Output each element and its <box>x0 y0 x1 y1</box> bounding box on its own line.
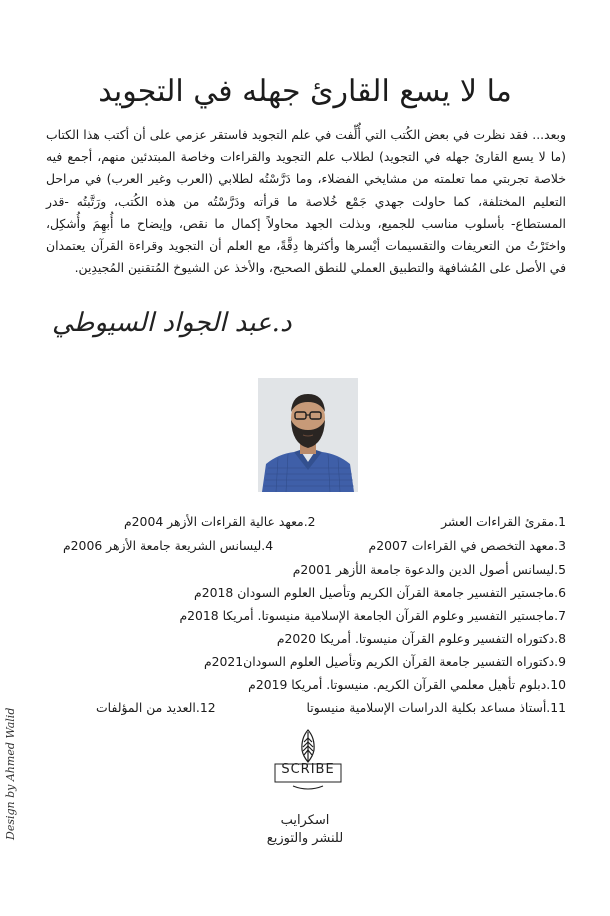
credential-item: 4.ليسانس الشريعة جامعة الأزهر 2006م <box>63 538 274 553</box>
scribe-logo-icon <box>273 728 343 792</box>
credential-item: 12.العديد من المؤلفات <box>96 700 216 715</box>
book-title: ما لا يسع القارئ جهله في التجويد <box>98 74 512 109</box>
credential-item: 8.دكتوراه التفسير وعلوم القرآن منيسوتا. أمريكا 2020م <box>276 631 566 646</box>
publisher-tagline: للنشر والتوزيع <box>266 831 344 846</box>
intro-paragraph: وبعد... فقد نظرت في بعض الكُتب التي أُلِّفت في علم التجويد فاستقر عزمي على أن أكتب هذا الكتاب (ما لا يسع القارئ جهله في التجويد) لطلاب علم التجويد والقراءات وخاصة المبتدئين منهم، أجمع فيه خلاصة تجربتي مما تعلمته من مشايخي الفضلاء، وما دَرَّسْتُه لطلابي (العرب وغير العرب) في مراحل التعليم المختلفة، كما حاولت جهدي جَمْع خُلاصة ما قرأته ودَرَّسْتُه من هذه الكُتب، ورَتَّبتُه -قدر المستطاع- بأسلوب مناسب للجميع، وبذلت الجهد محاولاً إكمال ما نقص، وإيضاح ما أُبهِمَ وأُشكِل، واختَرْتُ من التعريفات والتقسيمات أيْسرها وأكثرها دِقَّةً، مع العلم أن التجويد وقراءة القرآن يعتمدان في الأصل على المُشافهة والتطبيق العملي للنطق الصحيح، والأخذ عن الشيوخ المُتقنين المُجيدِين. <box>46 127 566 276</box>
credential-item: 11.أستاذ مساعد بكلية الدراسات الإسلامية منيسوتا <box>306 700 566 715</box>
designer-credit: Design by Ahmed Walid <box>4 707 17 840</box>
credential-item: 1.مقرئ القراءات العشر <box>441 514 566 529</box>
credential-item: 10.دبلوم تأهيل معلمي القرآن الكريم. منيسوتا. أمريكا 2019م <box>248 677 566 692</box>
credential-item: 9.دكتوراه التفسير جامعة القرآن الكريم وتأصيل العلوم السودان2021م <box>203 654 566 669</box>
credential-item: 6.ماجستير التفسير جامعة القرآن الكريم وتأصيل العلوم السودان 2018م <box>194 585 566 600</box>
publisher-name <box>0 812 610 848</box>
publisher-name-line: اسكرايب <box>280 813 330 828</box>
credential-item: 2.معهد عالية القراءات الأزهر 2004م <box>124 514 316 529</box>
scribe-logo-text: SCRIBE <box>281 762 335 777</box>
credential-item: 3.معهد التخصص في القراءات 2007م <box>368 538 566 553</box>
author-signature: د.عبد الجواد السيوطي <box>52 308 292 338</box>
credential-item: 5.ليسانس أصول الدين والدعوة جامعة الأزهر 2001م <box>292 562 566 577</box>
credential-item: 7.ماجستير التفسير وعلوم القرآن الجامعة الإسلامية منيسوتا. أمريكا 2018م <box>179 608 566 623</box>
